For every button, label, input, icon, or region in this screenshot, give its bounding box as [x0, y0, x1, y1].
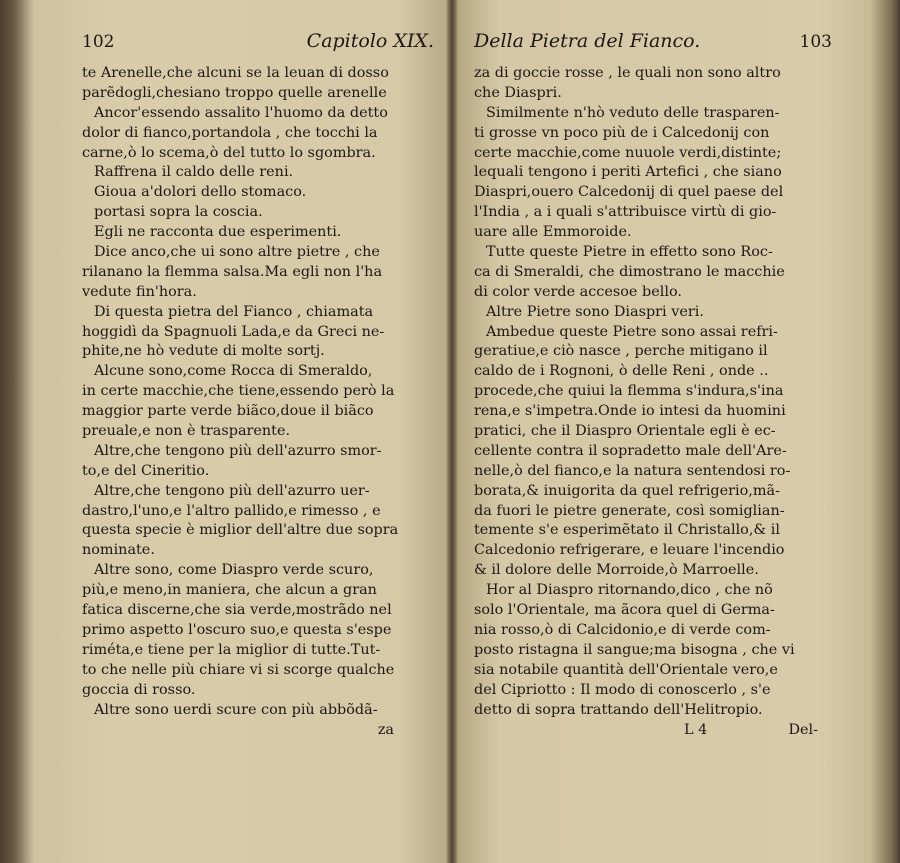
right-catchword: Del-	[788, 722, 818, 739]
text-line: caldo de i Rognoni, ò delle Reni , onde ..	[474, 363, 769, 380]
text-line: & il dolore delle Morroide,ò Marroelle.	[474, 562, 759, 579]
text-line: Altre sono uerdi scure con più abbõdã-	[94, 701, 378, 718]
text-line: Diaspri,ouero Calcedonij di quel paese del	[474, 184, 784, 201]
text-line: goccia di rosso.	[82, 681, 196, 698]
text-line: Gioua a'dolori dello stomaco.	[94, 184, 307, 201]
left-page	[82, 30, 434, 740]
right-page-header	[474, 30, 832, 60]
text-line: del Cipriotto : Il modo di conoscerlo , s'e	[474, 681, 771, 698]
text-line: to che nelle più chiare vi si scorge qualche	[82, 661, 395, 678]
text-line: riméta,e tiene per la miglior di tutte.Tut-	[82, 641, 381, 658]
text-line: solo l'Orientale, ma ãcora quel di Germa-	[474, 602, 775, 619]
text-line: uare alle Emmoroide.	[474, 224, 632, 241]
text-line: che Diaspri.	[474, 84, 562, 101]
text-line: questa specie è miglior dell'altre due sopra	[82, 522, 399, 539]
text-line: preuale,e non è trasparente.	[82, 423, 291, 440]
text-line: sia notabile quantità dell'Orientale vero,e	[474, 661, 778, 678]
text-line: phite,ne hò vedute di molte sortj.	[82, 343, 325, 360]
text-line: di color verde accesoe bello.	[474, 283, 682, 300]
text-line: za di goccie rosse , le quali non sono altro	[474, 65, 781, 81]
left-page-header	[82, 30, 434, 60]
text-line: certe macchie,come nuuole verdi,distinte;	[474, 144, 782, 161]
text-line: Altre,che tengono più dell'azurro uer-	[94, 482, 370, 499]
left-page-footer	[82, 720, 434, 740]
text-line: vedute fin'hora.	[82, 283, 197, 300]
text-line: Hor al Diaspro ritornando,dico , che nõ	[486, 582, 773, 599]
text-line: rilanano la flemma salsa.Ma egli non l'ha	[82, 263, 383, 280]
right-signature-mark: L 4	[684, 722, 708, 739]
right-page-number: 103	[799, 32, 832, 52]
text-line: Altre Pietre sono Diaspri veri.	[486, 303, 704, 320]
text-line: Altre sono, come Diaspro verde scuro,	[94, 562, 374, 579]
text-line: l'India , a i quali s'attribuisce virtù di gio-	[474, 204, 777, 221]
text-line: Ancor'essendo assalito l'huomo da detto	[94, 104, 388, 121]
right-running-head: Della Pietra del Fianco.	[474, 30, 701, 52]
text-line: maggior parte verde biãco,doue il biãco	[82, 403, 374, 420]
text-line: più,e meno,in maniera, che alcun a gran	[82, 582, 377, 599]
text-line: primo aspetto l'oscuro suo,e questa s'espe	[82, 621, 392, 638]
text-line: portasi sopra la coscia.	[94, 204, 263, 221]
right-page-footer	[474, 720, 832, 740]
book-gutter	[447, 0, 457, 863]
text-line: dastro,l'uno,e l'altro pallido,e rimesso , e	[82, 502, 381, 519]
text-line: fatica discerne,che sia verde,mostrãdo nel	[82, 602, 392, 619]
left-catchword: za	[377, 722, 394, 739]
text-line: da fuori le pietre generate, così somiglian-	[474, 502, 785, 519]
text-line: lequali tengono i periti Artefici , che siano	[474, 164, 782, 181]
text-line: borata,& inuigorita da quel refrigerio,mã-	[474, 482, 780, 499]
text-line: Egli ne racconta due esperimenti.	[94, 224, 342, 241]
text-line: to,e del Cineritio.	[82, 462, 210, 479]
text-line: Dice anco,che ui sono altre pietre , che	[94, 244, 380, 261]
text-line: Di questa pietra del Fianco , chiamata	[94, 303, 374, 320]
text-line: nelle,ò del fianco,e la natura sentendosi ro-	[474, 462, 791, 479]
text-line: in certe macchie,che tiene,essendo però la	[82, 383, 395, 400]
text-line: nominate.	[82, 542, 155, 559]
right-page	[474, 30, 832, 740]
text-line: ca di Smeraldi, che dimostrano le macchie	[474, 263, 785, 280]
text-line: rena,e s'impetra.Onde io intesi da huomini	[474, 403, 786, 420]
text-line: geratiue,e ciò nasce , perche mitigano il	[474, 343, 768, 360]
text-line: hoggidì da Spagnuoli Lada,e da Greci ne-	[82, 323, 385, 340]
text-line: procede,che quiui la flemma s'indura,s'ina	[474, 383, 784, 400]
text-line: Altre,che tengono più dell'azurro smor-	[94, 442, 382, 459]
text-line: posto ristagna il sangue;ma bisogna , che vi	[474, 641, 795, 658]
text-line: ti grosse vn poco più de i Calcedonij con	[474, 124, 770, 141]
text-line: Tutte queste Pietre in effetto sono Roc-	[486, 244, 773, 261]
text-line: Calcedonio refrigerare, e leuare l'incendio	[474, 542, 785, 559]
left-running-head: Capitolo XIX.	[306, 30, 434, 52]
text-line: te Arenelle,che alcuni se la leuan di dosso	[82, 65, 389, 81]
text-line: pratici, che il Diaspro Orientale egli è ec-	[474, 423, 776, 440]
right-page-text	[474, 64, 832, 720]
text-line: nia rosso,ò di Calcidonio,e di verde com-	[474, 621, 771, 638]
text-line: temente s'e esperimẽtato il Christallo,& il	[474, 522, 781, 539]
text-line: carne,ò lo scema,ò del tutto lo sgombra.	[82, 144, 376, 161]
text-line: dolor di fianco,portandola , che tocchi la	[82, 124, 378, 141]
left-page-number: 102	[82, 32, 115, 52]
text-line: parẽdogli,chesiano troppo quelle arenelle	[82, 84, 387, 101]
text-line: Raffrena il caldo delle reni.	[94, 164, 294, 181]
text-line: Alcune sono,come Rocca di Smeraldo,	[94, 363, 373, 380]
text-line: detto di sopra trattando dell'Helitropio.	[474, 701, 763, 718]
left-page-text	[82, 64, 434, 720]
text-line: cellente contra il sopradetto male dell'Are-	[474, 442, 787, 459]
text-line: Similmente n'hò veduto delle trasparen-	[486, 104, 780, 121]
text-line: Ambedue queste Pietre sono assai refri-	[486, 323, 778, 340]
